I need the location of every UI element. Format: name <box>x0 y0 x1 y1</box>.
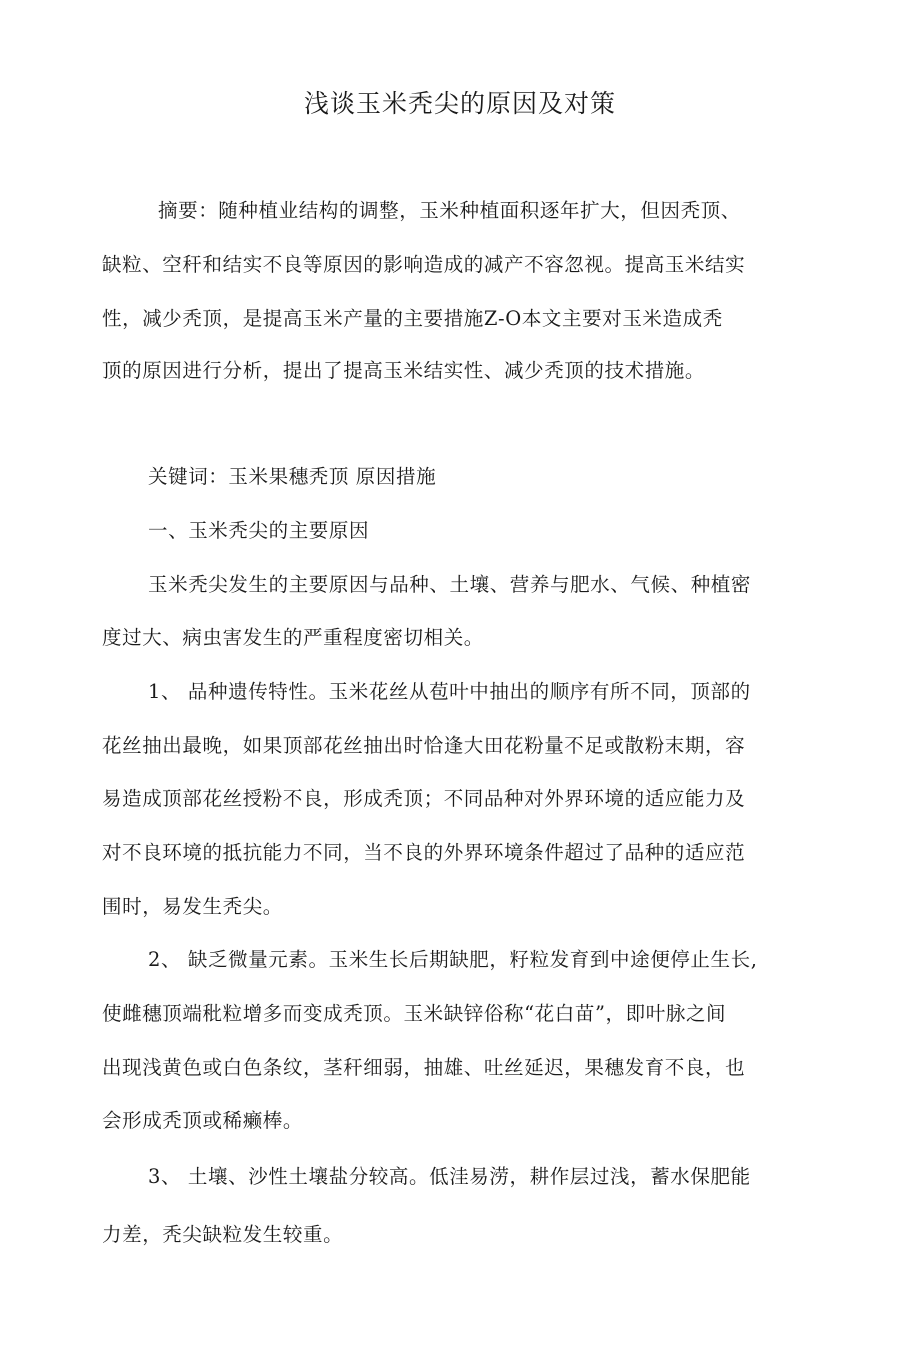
page-title: 浅谈玉米秃尖的原因及对策 <box>303 89 616 118</box>
paragraph-line: 易造成顶部花丝授粉不良，形成秃顶；不同品种对外界环境的适应能力及 <box>102 787 746 810</box>
paragraph-line: 使雌穗顶端秕粒增多而变成秃顶。玉米缺锌俗称“花白苗”，即叶脉之间 <box>102 1002 727 1025</box>
abstract-line: 性，减少秃顶，是提高玉米产量的主要措施Z-O本文主要对玉米造成秃 <box>102 307 723 330</box>
section-heading: 一、玉米秃尖的主要原因 <box>148 519 370 542</box>
abstract-line: 顶的原因进行分析，提出了提高玉米结实性、减少秃顶的技术措施。 <box>102 359 706 382</box>
paragraph-line: 1、 品种遗传特性。玉米花丝从苞叶中抽出的顺序有所不同，顶部的 <box>148 680 751 703</box>
paragraph-line: 3、 土壤、沙性土壤盐分较高。低洼易涝，耕作层过浅，蓄水保肥能 <box>148 1165 751 1188</box>
paragraph-line: 力差，秃尖缺粒发生较重。 <box>102 1223 344 1246</box>
abstract-line: 缺粒、空秆和结实不良等原因的影响造成的减产不容忽视。提高玉米结实 <box>102 253 746 276</box>
paragraph-line: 2、 缺乏微量元素。玉米生长后期缺肥，籽粒发育到中途便停止生长, <box>148 948 758 971</box>
abstract-line: 摘要：随种植业结构的调整，玉米种植面积逐年扩大，但因秃顶、 <box>158 199 741 222</box>
paragraph-line: 会形成秃顶或稀癞棒。 <box>102 1109 304 1132</box>
paragraph-line: 花丝抽出最晚，如果顶部花丝抽出时恰逢大田花粉量不足或散粉末期，容 <box>102 734 746 757</box>
paragraph-line: 度过大、病虫害发生的严重程度密切相关。 <box>102 626 484 649</box>
keywords-line: 关键词：玉米果穗秃顶 原因措施 <box>148 465 437 488</box>
paragraph-line: 玉米秃尖发生的主要原因与品种、土壤、营养与肥水、气候、种植密 <box>148 573 752 596</box>
paragraph-line: 围时，易发生秃尖。 <box>102 895 283 918</box>
paragraph-line: 对不良环境的抵抗能力不同，当不良的外界环境条件超过了品种的适应范 <box>102 841 746 864</box>
paragraph-line: 出现浅黄色或白色条纹，茎秆细弱，抽雄、吐丝延迟，果穗发育不良，也 <box>102 1056 746 1079</box>
